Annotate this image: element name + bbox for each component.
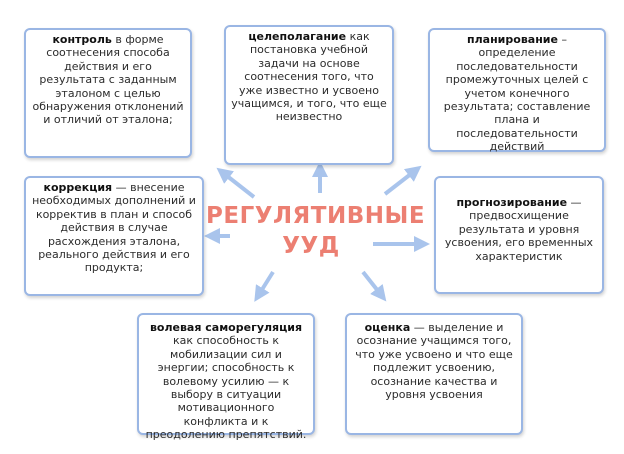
arrow-to-evaluation [363,272,382,296]
volitional-regulation-term: волевая саморегуляция [149,321,303,334]
control-text: в форме соотнесения способа действия и его результата с заданным эталоном с целью обнаружения отклонений и отличий от эталона; [32,33,184,127]
evaluation-box [345,313,523,435]
goal-setting-term: целеполагание [248,30,347,43]
arrow-to-control [222,172,254,197]
evaluation-term: оценка [364,321,411,334]
control-box [24,28,192,158]
planning-box [428,28,606,152]
volitional-regulation-text: как способность к мобилизации сил и энергии; способность к волевому усилию — к выбору в ситуации мотивационного конфликта и к преодолению препятствий. [145,334,307,442]
correction-box [24,176,204,296]
planning-term: планирование [467,33,558,46]
central-title-line2: УУД [282,233,340,259]
forecasting-box [434,176,604,294]
forecasting-text: — предвосхищение результата и уровня усвоения, его временных характеристик [444,196,594,263]
goal-setting-box [224,25,394,165]
arrow-to-will [258,272,273,296]
control-term: контроль [52,33,112,46]
arrow-to-plan [385,170,416,194]
volitional-regulation-box [137,313,315,442]
correction-term: коррекция [43,181,113,194]
evaluation-text: — выделение и осознание учащимся того, что уже усвоено и что еще подлежит усвоению, осознание качества и уровня усвоения [355,321,513,402]
correction-text: — внесение необходимых дополнений и корректив в план и способ действия в случае расхождения эталона, реального действия и его продукта; [32,181,196,275]
central-title-line1: РЕГУЛЯТИВНЫЕ [206,203,426,229]
forecasting-term: прогнозирование [456,196,568,209]
planning-text: – определение последовательности промежуточных целей с учетом конечного результата; составление плана и последовательности действий [443,33,591,154]
central-title [206,201,426,261]
goal-setting-text: как постановка учебной задачи на основе соотнесения того, что уже известно и усвоено учащимся, и того, что еще неизвестно [231,30,387,124]
